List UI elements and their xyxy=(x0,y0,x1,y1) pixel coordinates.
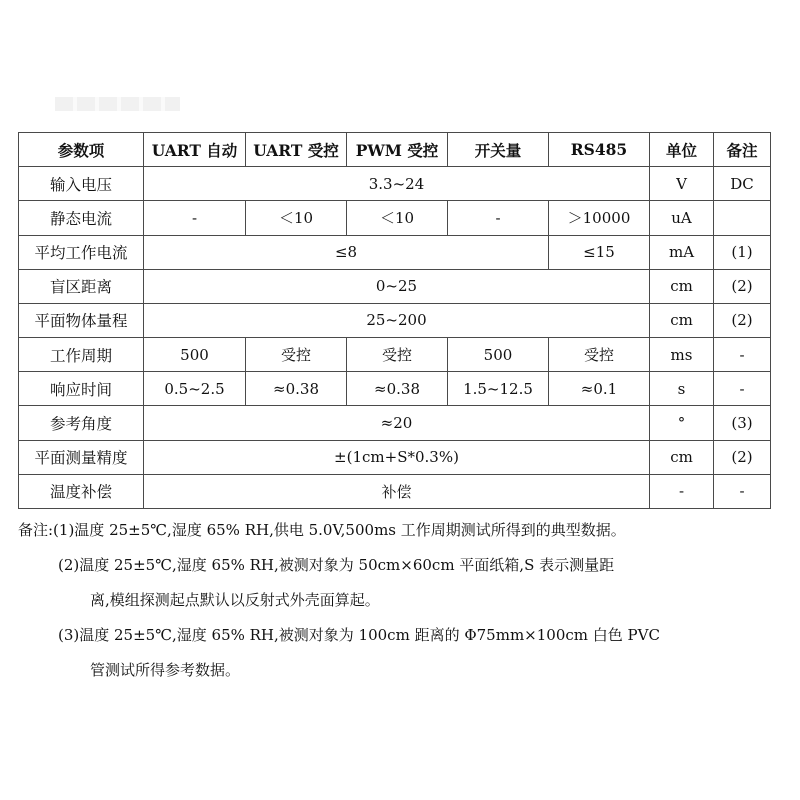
value-cell: 0~25 xyxy=(144,269,650,303)
param-cell: 工作周期 xyxy=(19,338,144,372)
value-cell: ≈0.38 xyxy=(347,372,448,406)
header-cell: RS485 xyxy=(549,133,650,167)
note-cell: (2) xyxy=(714,269,771,303)
unit-cell: mA xyxy=(650,235,714,269)
table-row xyxy=(19,338,771,372)
param-cell: 温度补偿 xyxy=(19,474,144,508)
value-cell: 25~200 xyxy=(144,303,650,337)
note-cell: - xyxy=(714,474,771,508)
value-cell: - xyxy=(448,201,549,235)
value-cell: 500 xyxy=(144,338,246,372)
header-cell: UART 受控 xyxy=(246,133,347,167)
parameter-table xyxy=(18,132,771,509)
param-cell: 输入电压 xyxy=(19,167,144,201)
unit-cell: ° xyxy=(650,406,714,440)
value-cell: 500 xyxy=(448,338,549,372)
note-cell: - xyxy=(714,372,771,406)
header-cell: 备注 xyxy=(714,133,771,167)
value-cell: 受控 xyxy=(347,338,448,372)
header-cell: PWM 受控 xyxy=(347,133,448,167)
value-cell: ≈20 xyxy=(144,406,650,440)
footnotes xyxy=(18,513,778,688)
unit-cell: uA xyxy=(650,201,714,235)
note-cell: (2) xyxy=(714,440,771,474)
value-cell: ≈0.1 xyxy=(549,372,650,406)
note-cell xyxy=(714,201,771,235)
table-row xyxy=(19,269,771,303)
value-cell: ＜10 xyxy=(347,201,448,235)
unit-cell: cm xyxy=(650,440,714,474)
table-row xyxy=(19,406,771,440)
header-cell: 参数项 xyxy=(19,133,144,167)
param-cell: 盲区距离 xyxy=(19,269,144,303)
header-cell: 单位 xyxy=(650,133,714,167)
value-cell: 补偿 xyxy=(144,474,650,508)
unit-cell: - xyxy=(650,474,714,508)
note-cell: (1) xyxy=(714,235,771,269)
table-row xyxy=(19,474,771,508)
table-header-row xyxy=(19,133,771,167)
note-cell: - xyxy=(714,338,771,372)
note-cell: (2) xyxy=(714,303,771,337)
value-cell: ＞10000 xyxy=(549,201,650,235)
value-cell: ≤15 xyxy=(549,235,650,269)
table-row xyxy=(19,372,771,406)
param-cell: 参考角度 xyxy=(19,406,144,440)
footnote-3-line-1: (3)温度 25±5℃,湿度 65% RH,被测对象为 100cm 距离的 Φ75mm×100cm 白色 PVC xyxy=(58,626,660,644)
table-row xyxy=(19,235,771,269)
footnote-2-line-2: 离,模组探测起点默认以反射式外壳面算起。 xyxy=(90,591,380,609)
value-cell: ≈0.38 xyxy=(246,372,347,406)
footnote-2-line-1: (2)温度 25±5℃,湿度 65% RH,被测对象为 50cm×60cm 平面纸箱,S 表示测量距 xyxy=(58,556,615,574)
value-cell: - xyxy=(144,201,246,235)
faint-watermark-text xyxy=(55,97,180,111)
value-cell: 1.5~12.5 xyxy=(448,372,549,406)
footnote-1: 备注:(1)温度 25±5℃,湿度 65% RH,供电 5.0V,500ms 工作周期测试所得到的典型数据。 xyxy=(18,521,626,539)
param-cell: 平面物体量程 xyxy=(19,303,144,337)
footnote-3-line-2: 管测试所得参考数据。 xyxy=(90,661,241,679)
header-cell: 开关量 xyxy=(448,133,549,167)
param-cell: 静态电流 xyxy=(19,201,144,235)
table-row xyxy=(19,440,771,474)
param-cell: 平面测量精度 xyxy=(19,440,144,474)
value-cell: 受控 xyxy=(246,338,347,372)
unit-cell: V xyxy=(650,167,714,201)
param-cell: 平均工作电流 xyxy=(19,235,144,269)
unit-cell: cm xyxy=(650,303,714,337)
table-row xyxy=(19,303,771,337)
value-cell: ±(1cm+S*0.3%) xyxy=(144,440,650,474)
value-cell: ＜10 xyxy=(246,201,347,235)
value-cell: 受控 xyxy=(549,338,650,372)
note-cell: (3) xyxy=(714,406,771,440)
table-row xyxy=(19,167,771,201)
header-cell: UART 自动 xyxy=(144,133,246,167)
value-cell: 3.3~24 xyxy=(144,167,650,201)
table-row xyxy=(19,201,771,235)
unit-cell: s xyxy=(650,372,714,406)
value-cell: ≤8 xyxy=(144,235,549,269)
unit-cell: cm xyxy=(650,269,714,303)
note-cell: DC xyxy=(714,167,771,201)
param-cell: 响应时间 xyxy=(19,372,144,406)
value-cell: 0.5~2.5 xyxy=(144,372,246,406)
unit-cell: ms xyxy=(650,338,714,372)
